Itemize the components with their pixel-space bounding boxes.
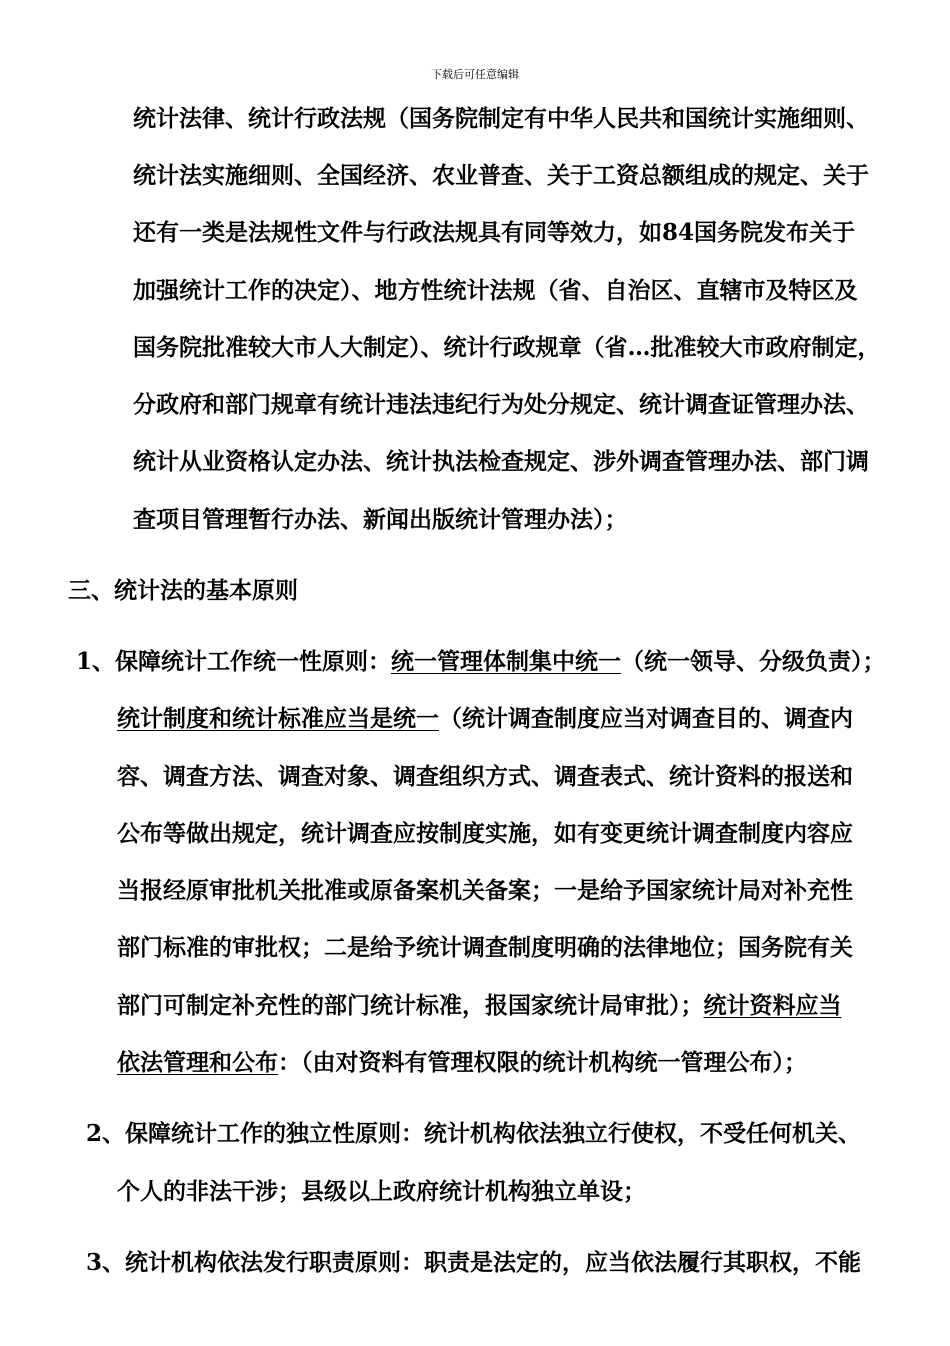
text-line: 统计从业资格认定办法、统计执法检查规定、涉外调查管理办法、部门调 [133, 448, 869, 475]
text-span: （统一领导、分级负责）； [621, 648, 886, 675]
underlined-text: 统计资料应当 [703, 992, 842, 1019]
text-line: 统计法实施细则、全国经济、农业普查、关于工资总额组成的规定、关于 [133, 162, 869, 189]
principle-1-line [76, 647, 886, 677]
text-line: 国务院批准较大市人大制定）、统计行政规章（省…批准较大市政府制定， [133, 334, 881, 361]
principle-1-line [117, 1048, 807, 1078]
principle-1-title: 1、保障统计工作统一性原则： [76, 648, 392, 675]
principle-1-line: 部门标准的审批权；二是给予统计调查制度明确的法律地位；国务院有关 [117, 934, 853, 961]
principle-1-line: 当报经原审批机关批准或原备案机关备案；一是给予国家统计局对补充性 [117, 877, 853, 904]
underlined-text: 统一管理体制集中统一 [391, 648, 622, 675]
principle-2-line: 个人的非法干涉；县级以上政府统计机构独立单设； [117, 1178, 646, 1205]
text-span: 部门可制定补充性的部门统计标准，报国家统计局审批）； [117, 992, 704, 1019]
principle-1-line: 容、调查方法、调查对象、调查组织方式、调查表式、统计资料的报送和 [117, 763, 853, 790]
text-span: （统计调查制度应当对调查目的、调查内 [439, 705, 853, 732]
principle-2-line: 2、保障统计工作的独立性原则：统计机构依法独立行使权，不受任何机关、 [86, 1120, 862, 1147]
underlined-text: 统计制度和统计标准应当是统一 [117, 705, 439, 732]
principle-3-line: 3、统计机构依法发行职责原则：职责是法定的，应当依法履行其职权，不能 [86, 1249, 862, 1276]
principle-1-line: 公布等做出规定，统计调查应按制度实施，如有变更统计调查制度内容应 [117, 820, 853, 847]
page-header: 下载后可任意编辑 [431, 68, 519, 81]
text-line: 统计法律、统计行政法规（国务院制定有中华人民共和国统计实施细则、 [133, 105, 869, 132]
text-line: 查项目管理暂行办法、新闻出版统计管理办法）； [133, 506, 628, 533]
text-line: 还有一类是法规性文件与行政法规具有同等效力，如84国务院发布关于 [133, 219, 856, 246]
text-line: 分政府和部门规章有统计违法违纪行为处分规定、统计调查证管理办法、 [133, 391, 869, 418]
text-span: ：（由对资料有管理权限的统计机构统一管理公布）； [278, 1049, 807, 1076]
underlined-text: 依法管理和公布 [117, 1049, 278, 1076]
principle-1-line [117, 991, 842, 1021]
principle-1-line [117, 704, 853, 734]
text-line: 加强统计工作的决定）、地方性统计法规（省、自治区、直辖市及特区及 [133, 277, 858, 304]
section-heading: 三、统计法的基本原则 [68, 577, 298, 604]
